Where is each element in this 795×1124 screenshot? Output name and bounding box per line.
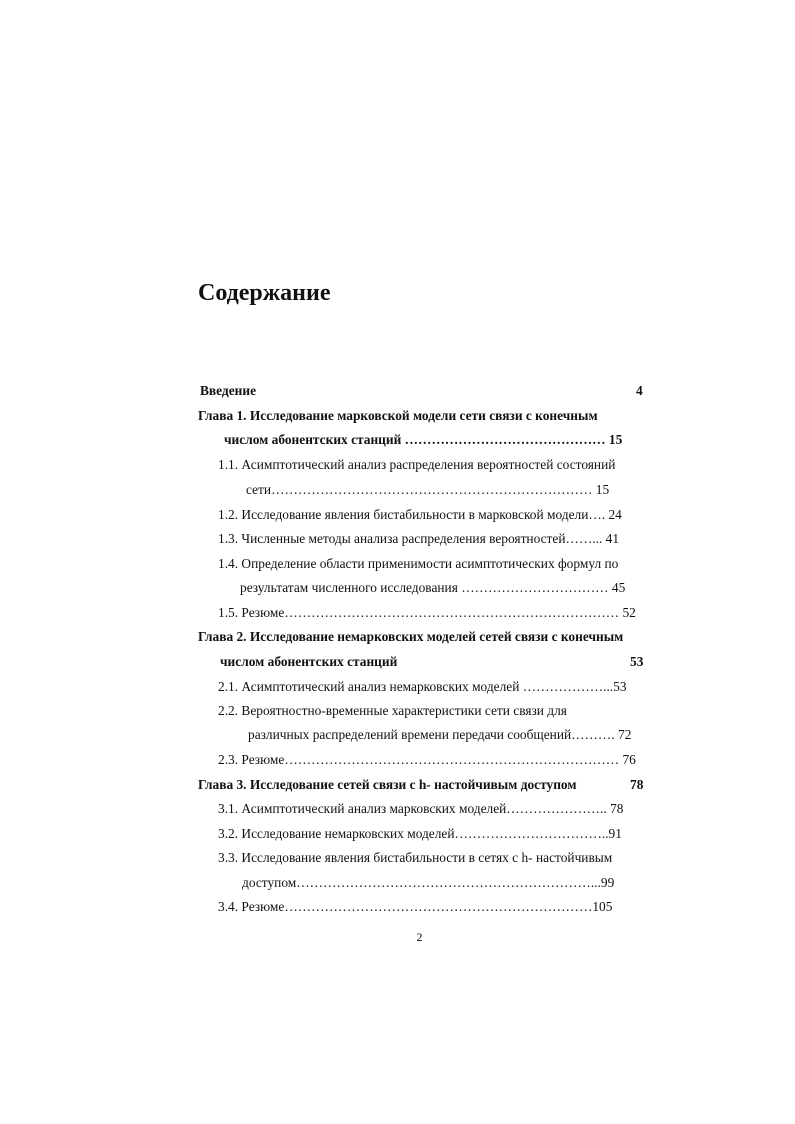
toc-section-1-1-line-1: 1.1. Асимптотический анализ распределения вероятностей состояний <box>218 457 616 472</box>
toc-chapter-3-page: 78 <box>630 777 644 792</box>
toc-section-2-2-line-1: 2.2. Вероятностно-временные характеристики сети связи для <box>218 703 567 718</box>
toc-section-1-4-line-1: 1.4. Определение области применимости асимптотических формул по <box>218 556 619 571</box>
toc-section-3-2: 3.2. Исследование немарковских моделей……………………………..91 <box>218 826 622 841</box>
toc-intro-page: 4 <box>636 383 643 398</box>
toc-section-3-3-line-1: 3.3. Исследование явления бистабильности в сетях с h- настойчивым <box>218 850 613 865</box>
page-number: 2 <box>416 930 423 944</box>
toc-section-2-2-line-2: различных распределений времени передачи сообщений………. 72 <box>248 727 632 742</box>
toc-section-3-4: 3.4. Резюме……………………………………………………………105 <box>218 899 613 914</box>
toc-chapter-1-line-2: числом абонентских станций ……………………………………… 15 <box>224 432 623 447</box>
toc-section-1-5: 1.5. Резюме………………………………………………………………… 52 <box>218 605 636 620</box>
page-title: Содержание <box>198 280 331 306</box>
toc-chapter-1-line-1: Глава 1. Исследование марковской модели сети связи с конечным <box>198 408 598 423</box>
toc-section-1-2: 1.2. Исследование явления бистабильности в марковской модели…. 24 <box>218 507 622 522</box>
toc-section-2-1: 2.1. Асимптотический анализ немарковских моделей ………………...53 <box>218 679 627 694</box>
toc-section-1-4-line-2: результатам численного исследования …………………………… 45 <box>240 580 626 595</box>
toc-chapter-2-line-1: Глава 2. Исследование немарковских моделей сетей связи с конечным <box>198 629 624 644</box>
toc-chapter-3-title: Глава 3. Исследование сетей связи с h- настойчивым доступом <box>198 777 577 792</box>
toc-section-1-3: 1.3. Численные методы анализа распределения вероятностей……... 41 <box>218 531 620 546</box>
toc-section-3-3-line-2: доступом…………………………………………………………...99 <box>242 875 615 890</box>
toc-section-1-1-line-2: сети……………………………………………………………… 15 <box>246 482 610 497</box>
toc-section-3-1: 3.1. Асимптотический анализ марковских моделей………………….. 78 <box>218 801 624 816</box>
toc-chapter-2-line-2: числом абонентских станций <box>220 654 398 669</box>
toc-intro-title: Введение <box>200 383 257 398</box>
toc-chapter-2-page: 53 <box>630 654 644 669</box>
toc-section-2-3: 2.3. Резюме………………………………………………………………… 76 <box>218 752 636 767</box>
